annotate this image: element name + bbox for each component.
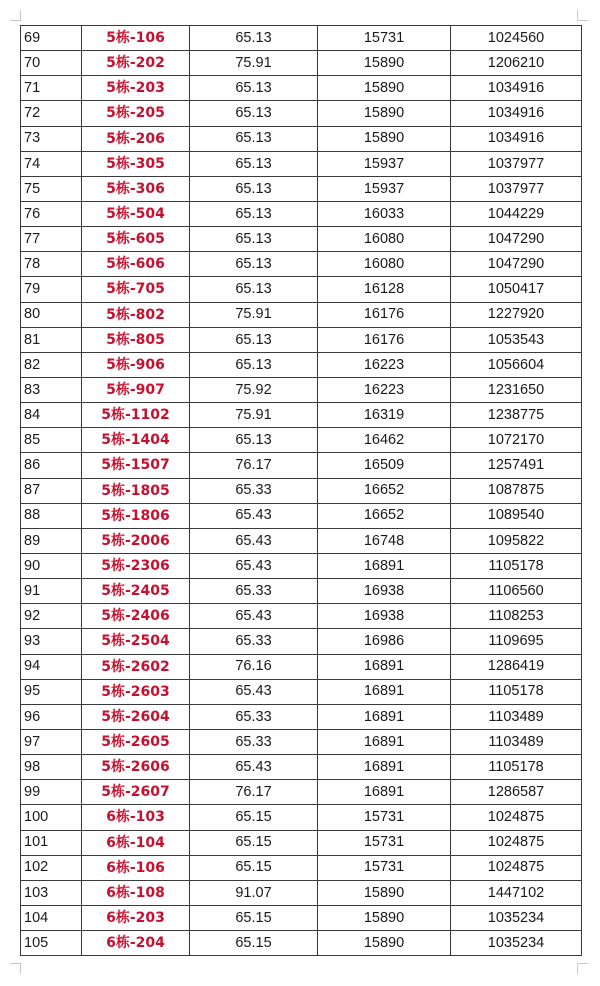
cell-total-price: 1286587 xyxy=(451,780,582,805)
cell-unit-price: 16891 xyxy=(318,729,451,754)
cell-total-price: 1053543 xyxy=(451,327,582,352)
cell-area: 65.13 xyxy=(190,327,318,352)
price-table-body xyxy=(21,26,582,956)
cell-unit-number: 5栋-1102 xyxy=(82,403,190,428)
cell-row-number: 78 xyxy=(21,252,82,277)
cell-row-number: 96 xyxy=(21,704,82,729)
cell-area: 65.13 xyxy=(190,126,318,151)
cell-area: 65.13 xyxy=(190,76,318,101)
cell-area: 65.15 xyxy=(190,855,318,880)
table-row xyxy=(21,428,582,453)
cell-unit-price: 16891 xyxy=(318,553,451,578)
cell-unit-number: 5栋-2006 xyxy=(82,528,190,553)
table-row xyxy=(21,629,582,654)
cell-unit-price: 16938 xyxy=(318,604,451,629)
cell-unit-number: 5栋-2405 xyxy=(82,579,190,604)
cell-row-number: 94 xyxy=(21,654,82,679)
cell-row-number: 105 xyxy=(21,931,82,956)
cell-total-price: 1050417 xyxy=(451,277,582,302)
cell-total-price: 1087875 xyxy=(451,478,582,503)
cell-total-price: 1056604 xyxy=(451,352,582,377)
cell-unit-price: 16462 xyxy=(318,428,451,453)
table-row xyxy=(21,931,582,956)
cell-row-number: 72 xyxy=(21,101,82,126)
cell-unit-price: 15731 xyxy=(318,830,451,855)
table-row xyxy=(21,302,582,327)
cell-row-number: 71 xyxy=(21,76,82,101)
table-row xyxy=(21,553,582,578)
cell-row-number: 77 xyxy=(21,227,82,252)
cell-unit-price: 15890 xyxy=(318,126,451,151)
cell-unit-price: 16080 xyxy=(318,252,451,277)
table-row xyxy=(21,101,582,126)
cell-unit-price: 16891 xyxy=(318,679,451,704)
cell-unit-number: 5栋-106 xyxy=(82,26,190,51)
cell-unit-number: 5栋-802 xyxy=(82,302,190,327)
cell-row-number: 101 xyxy=(21,830,82,855)
cell-area: 65.43 xyxy=(190,528,318,553)
cell-total-price: 1037977 xyxy=(451,176,582,201)
cell-area: 65.13 xyxy=(190,176,318,201)
table-row xyxy=(21,855,582,880)
cell-total-price: 1034916 xyxy=(451,76,582,101)
cell-total-price: 1286419 xyxy=(451,654,582,679)
table-row xyxy=(21,151,582,176)
table-row xyxy=(21,604,582,629)
cell-area: 65.43 xyxy=(190,755,318,780)
table-row xyxy=(21,755,582,780)
cell-unit-price: 15890 xyxy=(318,931,451,956)
cell-unit-number: 5栋-805 xyxy=(82,327,190,352)
table-row xyxy=(21,679,582,704)
cell-area: 65.15 xyxy=(190,931,318,956)
cell-unit-number: 5栋-2604 xyxy=(82,704,190,729)
cell-unit-number: 5栋-504 xyxy=(82,201,190,226)
cell-row-number: 90 xyxy=(21,553,82,578)
cell-total-price: 1103489 xyxy=(451,729,582,754)
cell-total-price: 1227920 xyxy=(451,302,582,327)
cell-unit-price: 16652 xyxy=(318,478,451,503)
page-corner-mark-top-left xyxy=(10,10,21,21)
cell-area: 65.33 xyxy=(190,629,318,654)
table-row xyxy=(21,26,582,51)
cell-total-price: 1106560 xyxy=(451,579,582,604)
table-row xyxy=(21,403,582,428)
cell-unit-number: 6栋-108 xyxy=(82,880,190,905)
cell-total-price: 1105178 xyxy=(451,679,582,704)
cell-row-number: 103 xyxy=(21,880,82,905)
cell-row-number: 82 xyxy=(21,352,82,377)
table-row xyxy=(21,579,582,604)
table-row xyxy=(21,805,582,830)
cell-unit-number: 5栋-2605 xyxy=(82,729,190,754)
cell-unit-number: 5栋-2607 xyxy=(82,780,190,805)
cell-row-number: 80 xyxy=(21,302,82,327)
cell-total-price: 1238775 xyxy=(451,403,582,428)
cell-row-number: 86 xyxy=(21,453,82,478)
cell-unit-number: 6栋-203 xyxy=(82,905,190,930)
cell-unit-price: 15731 xyxy=(318,805,451,830)
cell-row-number: 87 xyxy=(21,478,82,503)
cell-unit-number: 5栋-2406 xyxy=(82,604,190,629)
cell-unit-price: 16223 xyxy=(318,377,451,402)
cell-area: 65.13 xyxy=(190,227,318,252)
page-corner-mark-top-right xyxy=(577,10,588,21)
cell-row-number: 102 xyxy=(21,855,82,880)
cell-unit-price: 15937 xyxy=(318,176,451,201)
cell-unit-price: 15890 xyxy=(318,101,451,126)
cell-area: 75.92 xyxy=(190,377,318,402)
cell-unit-number: 5栋-305 xyxy=(82,151,190,176)
cell-unit-number: 5栋-1404 xyxy=(82,428,190,453)
cell-unit-price: 16223 xyxy=(318,352,451,377)
cell-total-price: 1024875 xyxy=(451,805,582,830)
cell-row-number: 91 xyxy=(21,579,82,604)
cell-row-number: 81 xyxy=(21,327,82,352)
cell-unit-price: 16176 xyxy=(318,327,451,352)
cell-area: 65.33 xyxy=(190,729,318,754)
cell-area: 65.33 xyxy=(190,704,318,729)
cell-unit-number: 5栋-606 xyxy=(82,252,190,277)
cell-unit-number: 5栋-2306 xyxy=(82,553,190,578)
cell-total-price: 1035234 xyxy=(451,931,582,956)
cell-total-price: 1257491 xyxy=(451,453,582,478)
cell-unit-number: 5栋-2606 xyxy=(82,755,190,780)
cell-total-price: 1024560 xyxy=(451,26,582,51)
cell-unit-price: 16080 xyxy=(318,227,451,252)
cell-area: 65.15 xyxy=(190,905,318,930)
cell-row-number: 83 xyxy=(21,377,82,402)
cell-unit-number: 5栋-1806 xyxy=(82,503,190,528)
cell-unit-number: 5栋-206 xyxy=(82,126,190,151)
cell-unit-price: 16891 xyxy=(318,654,451,679)
table-row xyxy=(21,780,582,805)
cell-unit-number: 6栋-103 xyxy=(82,805,190,830)
cell-row-number: 95 xyxy=(21,679,82,704)
table-row xyxy=(21,352,582,377)
cell-total-price: 1072170 xyxy=(451,428,582,453)
cell-total-price: 1024875 xyxy=(451,855,582,880)
cell-unit-number: 5栋-2504 xyxy=(82,629,190,654)
cell-row-number: 97 xyxy=(21,729,82,754)
cell-row-number: 100 xyxy=(21,805,82,830)
cell-unit-price: 15731 xyxy=(318,855,451,880)
cell-row-number: 74 xyxy=(21,151,82,176)
cell-area: 65.13 xyxy=(190,26,318,51)
cell-unit-price: 16891 xyxy=(318,780,451,805)
cell-unit-number: 5栋-605 xyxy=(82,227,190,252)
price-table xyxy=(20,25,582,956)
cell-unit-price: 16748 xyxy=(318,528,451,553)
cell-total-price: 1044229 xyxy=(451,201,582,226)
cell-row-number: 89 xyxy=(21,528,82,553)
table-row xyxy=(21,51,582,76)
cell-row-number: 69 xyxy=(21,26,82,51)
table-row xyxy=(21,905,582,930)
cell-total-price: 1447102 xyxy=(451,880,582,905)
cell-total-price: 1047290 xyxy=(451,227,582,252)
cell-total-price: 1109695 xyxy=(451,629,582,654)
cell-row-number: 76 xyxy=(21,201,82,226)
cell-row-number: 104 xyxy=(21,905,82,930)
cell-unit-price: 15731 xyxy=(318,26,451,51)
cell-unit-number: 5栋-1805 xyxy=(82,478,190,503)
cell-total-price: 1095822 xyxy=(451,528,582,553)
cell-total-price: 1024875 xyxy=(451,830,582,855)
table-row xyxy=(21,704,582,729)
cell-unit-number: 5栋-705 xyxy=(82,277,190,302)
cell-area: 65.13 xyxy=(190,252,318,277)
cell-unit-number: 5栋-906 xyxy=(82,352,190,377)
cell-unit-price: 15890 xyxy=(318,905,451,930)
cell-area: 65.13 xyxy=(190,101,318,126)
cell-total-price: 1089540 xyxy=(451,503,582,528)
cell-unit-price: 16938 xyxy=(318,579,451,604)
cell-area: 75.91 xyxy=(190,302,318,327)
cell-area: 76.16 xyxy=(190,654,318,679)
cell-unit-price: 16033 xyxy=(318,201,451,226)
cell-area: 76.17 xyxy=(190,453,318,478)
table-row xyxy=(21,453,582,478)
cell-row-number: 92 xyxy=(21,604,82,629)
table-row xyxy=(21,830,582,855)
cell-area: 65.13 xyxy=(190,428,318,453)
cell-total-price: 1034916 xyxy=(451,101,582,126)
cell-row-number: 88 xyxy=(21,503,82,528)
cell-unit-price: 15890 xyxy=(318,76,451,101)
cell-total-price: 1105178 xyxy=(451,755,582,780)
cell-unit-number: 5栋-205 xyxy=(82,101,190,126)
table-row xyxy=(21,201,582,226)
cell-unit-price: 16652 xyxy=(318,503,451,528)
cell-total-price: 1206210 xyxy=(451,51,582,76)
cell-area: 75.91 xyxy=(190,51,318,76)
table-row xyxy=(21,252,582,277)
table-row xyxy=(21,176,582,201)
table-row xyxy=(21,528,582,553)
cell-unit-number: 5栋-203 xyxy=(82,76,190,101)
cell-unit-price: 16891 xyxy=(318,755,451,780)
cell-area: 65.15 xyxy=(190,805,318,830)
cell-unit-number: 5栋-202 xyxy=(82,51,190,76)
cell-unit-price: 15890 xyxy=(318,51,451,76)
table-row xyxy=(21,126,582,151)
cell-total-price: 1034916 xyxy=(451,126,582,151)
cell-area: 65.43 xyxy=(190,679,318,704)
cell-unit-number: 5栋-2602 xyxy=(82,654,190,679)
cell-unit-price: 16128 xyxy=(318,277,451,302)
cell-row-number: 75 xyxy=(21,176,82,201)
cell-area: 75.91 xyxy=(190,403,318,428)
cell-total-price: 1047290 xyxy=(451,252,582,277)
table-row xyxy=(21,478,582,503)
cell-total-price: 1231650 xyxy=(451,377,582,402)
cell-unit-price: 16509 xyxy=(318,453,451,478)
cell-row-number: 85 xyxy=(21,428,82,453)
cell-area: 65.13 xyxy=(190,151,318,176)
cell-row-number: 84 xyxy=(21,403,82,428)
page-corner-mark-bottom-left xyxy=(10,963,21,974)
cell-unit-number: 5栋-306 xyxy=(82,176,190,201)
cell-unit-price: 16986 xyxy=(318,629,451,654)
cell-area: 76.17 xyxy=(190,780,318,805)
cell-unit-number: 5栋-907 xyxy=(82,377,190,402)
cell-area: 91.07 xyxy=(190,880,318,905)
cell-area: 65.43 xyxy=(190,604,318,629)
cell-unit-number: 6栋-204 xyxy=(82,931,190,956)
cell-area: 65.43 xyxy=(190,553,318,578)
page-corner-mark-bottom-right xyxy=(577,963,588,974)
cell-unit-number: 6栋-106 xyxy=(82,855,190,880)
cell-total-price: 1108253 xyxy=(451,604,582,629)
cell-row-number: 73 xyxy=(21,126,82,151)
cell-unit-price: 15937 xyxy=(318,151,451,176)
cell-unit-price: 16176 xyxy=(318,302,451,327)
table-row xyxy=(21,227,582,252)
table-row xyxy=(21,377,582,402)
table-row xyxy=(21,277,582,302)
table-row xyxy=(21,880,582,905)
table-row xyxy=(21,503,582,528)
cell-area: 65.13 xyxy=(190,352,318,377)
cell-unit-price: 16891 xyxy=(318,704,451,729)
cell-unit-price: 16319 xyxy=(318,403,451,428)
cell-row-number: 93 xyxy=(21,629,82,654)
cell-total-price: 1037977 xyxy=(451,151,582,176)
cell-area: 65.13 xyxy=(190,277,318,302)
table-row xyxy=(21,76,582,101)
cell-row-number: 98 xyxy=(21,755,82,780)
cell-unit-number: 6栋-104 xyxy=(82,830,190,855)
cell-unit-price: 15890 xyxy=(318,880,451,905)
table-row xyxy=(21,654,582,679)
cell-total-price: 1105178 xyxy=(451,553,582,578)
table-row xyxy=(21,327,582,352)
cell-unit-number: 5栋-2603 xyxy=(82,679,190,704)
cell-row-number: 79 xyxy=(21,277,82,302)
cell-area: 65.13 xyxy=(190,201,318,226)
cell-total-price: 1103489 xyxy=(451,704,582,729)
cell-area: 65.33 xyxy=(190,579,318,604)
cell-total-price: 1035234 xyxy=(451,905,582,930)
table-row xyxy=(21,729,582,754)
cell-area: 65.33 xyxy=(190,478,318,503)
cell-row-number: 99 xyxy=(21,780,82,805)
cell-row-number: 70 xyxy=(21,51,82,76)
cell-unit-number: 5栋-1507 xyxy=(82,453,190,478)
cell-area: 65.43 xyxy=(190,503,318,528)
cell-area: 65.15 xyxy=(190,830,318,855)
